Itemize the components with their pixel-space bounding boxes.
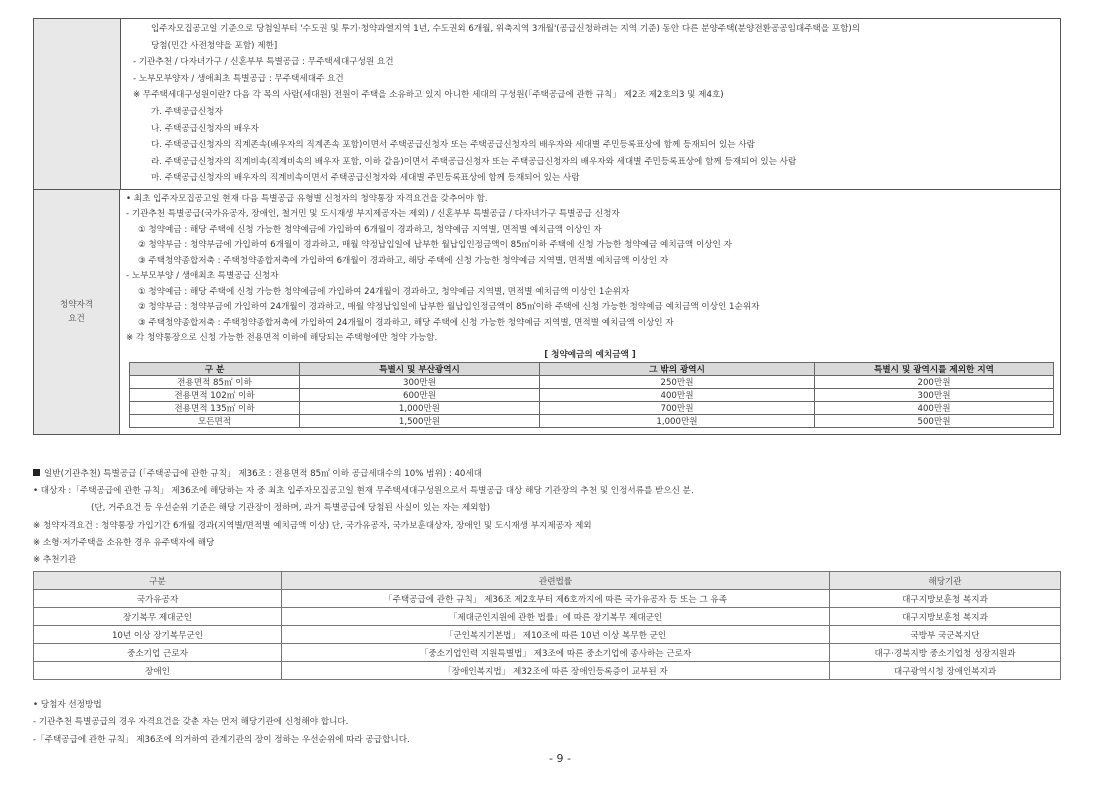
table-row bbox=[34, 590, 1061, 608]
agency-cell: 국방부 국군복지단 bbox=[830, 626, 1061, 644]
agency-cell: 「중소기업인력 지원특별법」 제3조에 따른 중소기업에 종사하는 근로자 bbox=[282, 644, 830, 662]
black-square-icon bbox=[33, 469, 40, 476]
agency-cell: 장기복무 제대군인 bbox=[34, 608, 282, 626]
deposit-header-row bbox=[130, 362, 1054, 375]
deposit-cell: 1,500만원 bbox=[300, 414, 540, 427]
table-row bbox=[34, 626, 1061, 644]
restriction-text-line: 입주자모집공고일 기준으로 당첨일부터 '수도권 및 투기·청약과열지역 1년, 수도권외 6개월, 위축지역 3개월'(공급신청하려는 지역 기준) 동안 다른 분양주택(분양전환공공임대주택을 포함)의 bbox=[151, 24, 861, 34]
deposit-cell: 1,000만원 bbox=[300, 401, 540, 414]
section-line: ※ 청약자격요건 : 청약통장 가입기간 6개월 경과(지역별/면적별 예치금액 이상) 단, 국가유공자, 국가보훈대상자, 장애인 및 도시재생 부지제공자 제외 bbox=[33, 520, 592, 531]
eligibility-line: ③ 주택청약종합저축 : 주택청약종합저축에 가입하여 6개월이 경과하고, 해당 주택에 신청 가능한 청약예금 지역별, 면적별 예치금액 이상인 자 bbox=[138, 255, 669, 266]
deposit-header-cell: 특별시 및 광역시를 제외한 지역 bbox=[815, 362, 1054, 375]
table-row bbox=[130, 388, 1054, 401]
definition-item: 다. 주택공급신청자의 직계존속(배우자의 직계존속 포함)이면서 주택공급신청자 또는 주택공급신청자의 배우자와 세대별 주민등록표상에 함께 등재되어 있는 사람 bbox=[151, 140, 755, 151]
deposit-cell: 500만원 bbox=[815, 414, 1054, 427]
eligibility-table bbox=[33, 18, 1061, 435]
selection-line: • 당첨자 선정방법 bbox=[33, 700, 102, 710]
deposit-table-title: [ 청약예금의 예치금액 ] bbox=[544, 349, 636, 360]
row-label-line: 요건 bbox=[68, 313, 85, 324]
table-row bbox=[34, 644, 1061, 662]
agency-cell: 장애인 bbox=[34, 662, 282, 680]
restriction-text-line: 당첨(민간 사전청약을 포함) 제한] bbox=[151, 40, 278, 51]
definition-item: 가. 주택공급신청자 bbox=[151, 106, 223, 117]
agency-header-cell: 관련법률 bbox=[282, 572, 830, 590]
requirement-line: - 기관추천 / 다자녀가구 / 신혼부부 특별공급 : 무주택세대구성원 요건 bbox=[133, 57, 394, 68]
institution-recommendation-section bbox=[33, 466, 1061, 569]
housing-requirements-content bbox=[121, 19, 1060, 189]
row-label-line: 청약자격 bbox=[59, 299, 94, 310]
deposit-cell: 모든면적 bbox=[130, 414, 300, 427]
section-line: • 대상자 :「주택공급에 관한 규칙」 제36조에 해당하는 자 중 최초 입주자모집공고일 현재 무주택세대구성원으로서 특별공급 대상 해당 기관장의 추천 및 인정서류를 받으신 분. bbox=[33, 486, 694, 497]
selection-line: -「주택공급에 관한 규칙」 제36조에 의거하여 관계기관의 장이 정하는 우선순위에 따라 공급합니다. bbox=[33, 734, 410, 745]
deposit-cell: 400만원 bbox=[815, 401, 1054, 414]
deposit-cell: 전용면적 102㎡ 이하 bbox=[130, 388, 300, 401]
section-heading bbox=[33, 466, 1061, 483]
agency-cell: 10년 이상 장기복무군인 bbox=[34, 626, 282, 644]
deposit-cell: 700만원 bbox=[540, 401, 815, 414]
deposit-cell: 300만원 bbox=[815, 388, 1054, 401]
deposit-cell: 400만원 bbox=[540, 388, 815, 401]
eligibility-line: ① 청약예금 : 해당 주택에 신청 가능한 청약예금에 가입하여 6개월이 경과하고, 청약예금 지역별, 면적별 예치금액 이상인 자 bbox=[138, 224, 602, 235]
section-line: ※ 소형·저가주택을 소유한 경우 유주택자에 해당 bbox=[33, 537, 215, 548]
eligibility-line: ② 청약부금 : 청약부금에 가입하여 24개월이 경과하고, 매월 약정납입일에 납부한 월납입인정금액이 85㎡이하 주택에 신청 가능한 청약예금 예치금액 이상인 1순위자 bbox=[138, 302, 760, 313]
section-line: (단, 거주요건 등 우선순위 기준은 해당 기관장이 정하며, 과거 특별공급에 당첨된 사실이 있는 자는 제외함) bbox=[91, 503, 491, 514]
eligibility-line: ③ 주택청약종합저축 : 주택청약종합저축에 가입하여 24개월이 경과하고, 해당 주택에 신청 가능한 청약예금 지역별, 면적별 예치금액 이상인 자 bbox=[138, 317, 674, 328]
agency-cell: 대구·경북지방 중소기업청 성장지원과 bbox=[830, 644, 1061, 662]
table-row bbox=[130, 401, 1054, 414]
agency-cell: 「장애인복지법」 제32조에 따른 장애인등록증이 교부된 자 bbox=[282, 662, 830, 680]
selection-line: - 기관추천 특별공급의 경우 자격요건을 갖춘 자는 먼저 해당기관에 신청해야 합니다. bbox=[33, 717, 349, 728]
eligibility-line: ※ 각 청약통장으로 신청 가능한 전용면적 이하에 해당되는 주택형에만 청약 가능함. bbox=[126, 333, 438, 344]
agency-header-cell: 구분 bbox=[34, 572, 282, 590]
eligibility-line: ② 청약부금 : 청약부금에 가입하여 6개월이 경과하고, 매월 약정납입일에 납부한 월납입인정금액이 85㎡이하 주택에 신청 가능한 청약예금 예치금액 이상인 자 bbox=[138, 240, 732, 251]
row-label-empty bbox=[34, 19, 121, 189]
definition-item: 라. 주택공급신청자의 직계비속(직계비속의 배우자 포함, 이하 같음)이면서 주택공급신청자 또는 주택공급신청자의 배우자와 세대별 주민등록표상에 함께 등재되어 있는 사람 bbox=[151, 156, 797, 167]
agency-cell: 「제대군인지원에 관한 법률」에 따른 장기복무 제대군인 bbox=[282, 608, 830, 626]
row-label-subscription-eligibility bbox=[34, 190, 120, 434]
deposit-amount-table bbox=[129, 362, 1054, 428]
section-line: ※ 추천기관 bbox=[33, 554, 77, 565]
deposit-cell: 600만원 bbox=[300, 388, 540, 401]
definition-note: ※ 무주택세대구성원이란? 다음 각 목의 사람(세대원) 전원이 주택을 소유하고 있지 아니한 세대의 구성원(「주택공급에 관한 규칙」 제2조 제2호의3 및 제4호) bbox=[133, 90, 724, 101]
deposit-cell: 1,000만원 bbox=[540, 414, 815, 427]
page-number: - 9 - bbox=[549, 752, 571, 765]
agency-header-cell: 해당기관 bbox=[830, 572, 1061, 590]
subscription-eligibility-content bbox=[120, 190, 1060, 434]
agency-cell: 「군인복지기본법」 제10조에 따른 10년 이상 복무한 군인 bbox=[282, 626, 830, 644]
eligibility-line: - 기관추천 특별공급(국가유공자, 장애인, 철거민 및 도시재생 부지제공자는 제외) / 신혼부부 특별공급 / 다자녀가구 특별공급 신청자 bbox=[126, 209, 620, 220]
definition-item: 마. 주택공급신청자의 배우자의 직계비속이면서 주택공급신청자와 세대별 주민등록표상에 함께 등재되어 있는 사람 bbox=[151, 173, 580, 184]
agency-cell: 국가유공자 bbox=[34, 590, 282, 608]
agency-cell: 중소기업 근로자 bbox=[34, 644, 282, 662]
table-row bbox=[130, 375, 1054, 388]
agency-cell: 「주택공급에 관한 규칙」 제36조 제2호부터 제6호까지에 따른 국가유공자 등 또는 그 유족 bbox=[282, 590, 830, 608]
deposit-cell: 전용면적 85㎡ 이하 bbox=[130, 375, 300, 388]
agency-cell: 대구광역시청 장애인복지과 bbox=[830, 662, 1061, 680]
agency-header-row bbox=[34, 572, 1061, 590]
table-row bbox=[130, 414, 1054, 427]
eligibility-line: • 최초 입주자모집공고일 현재 다음 특별공급 유형별 신청자의 청약통장 자격요건을 갖추어야 함. bbox=[126, 193, 488, 204]
agency-cell: 대구지방보훈청 복지과 bbox=[830, 608, 1061, 626]
eligibility-line: ① 청약예금 : 해당 주택에 신청 가능한 청약예금에 가입하여 24개월이 경과하고, 청약예금 지역별, 면적별 예치금액 이상인 1순위자 bbox=[138, 286, 630, 297]
recommending-agency-table bbox=[33, 571, 1061, 680]
housing-requirements-row bbox=[34, 19, 1060, 190]
subscription-eligibility-row bbox=[34, 190, 1060, 434]
agency-cell: 대구지방보훈청 복지과 bbox=[830, 590, 1061, 608]
section-heading-text: 일반(기관추천) 특별공급 (「주택공급에 관한 규칙」 제36조 : 전용면적 85㎡ 이하 공급세대수의 10% 범위) : 40세대 bbox=[44, 469, 482, 479]
deposit-cell: 전용면적 135㎡ 이하 bbox=[130, 401, 300, 414]
table-row bbox=[34, 608, 1061, 626]
deposit-cell: 250만원 bbox=[540, 375, 815, 388]
table-row bbox=[34, 662, 1061, 680]
definition-item: 나. 주택공급신청자의 배우자 bbox=[151, 123, 259, 134]
deposit-cell: 200만원 bbox=[815, 375, 1054, 388]
deposit-cell: 300만원 bbox=[300, 375, 540, 388]
requirement-line: - 노부모부양자 / 생애최초 특별공급 : 무주택세대주 요건 bbox=[133, 73, 344, 84]
deposit-header-cell: 특별시 및 부산광역시 bbox=[300, 362, 540, 375]
deposit-header-cell: 구 분 bbox=[130, 362, 300, 375]
eligibility-line: - 노부모부양 / 생애최초 특별공급 신청자 bbox=[126, 271, 279, 282]
winner-selection-section bbox=[33, 697, 1061, 749]
deposit-header-cell: 그 밖의 광역시 bbox=[540, 362, 815, 375]
